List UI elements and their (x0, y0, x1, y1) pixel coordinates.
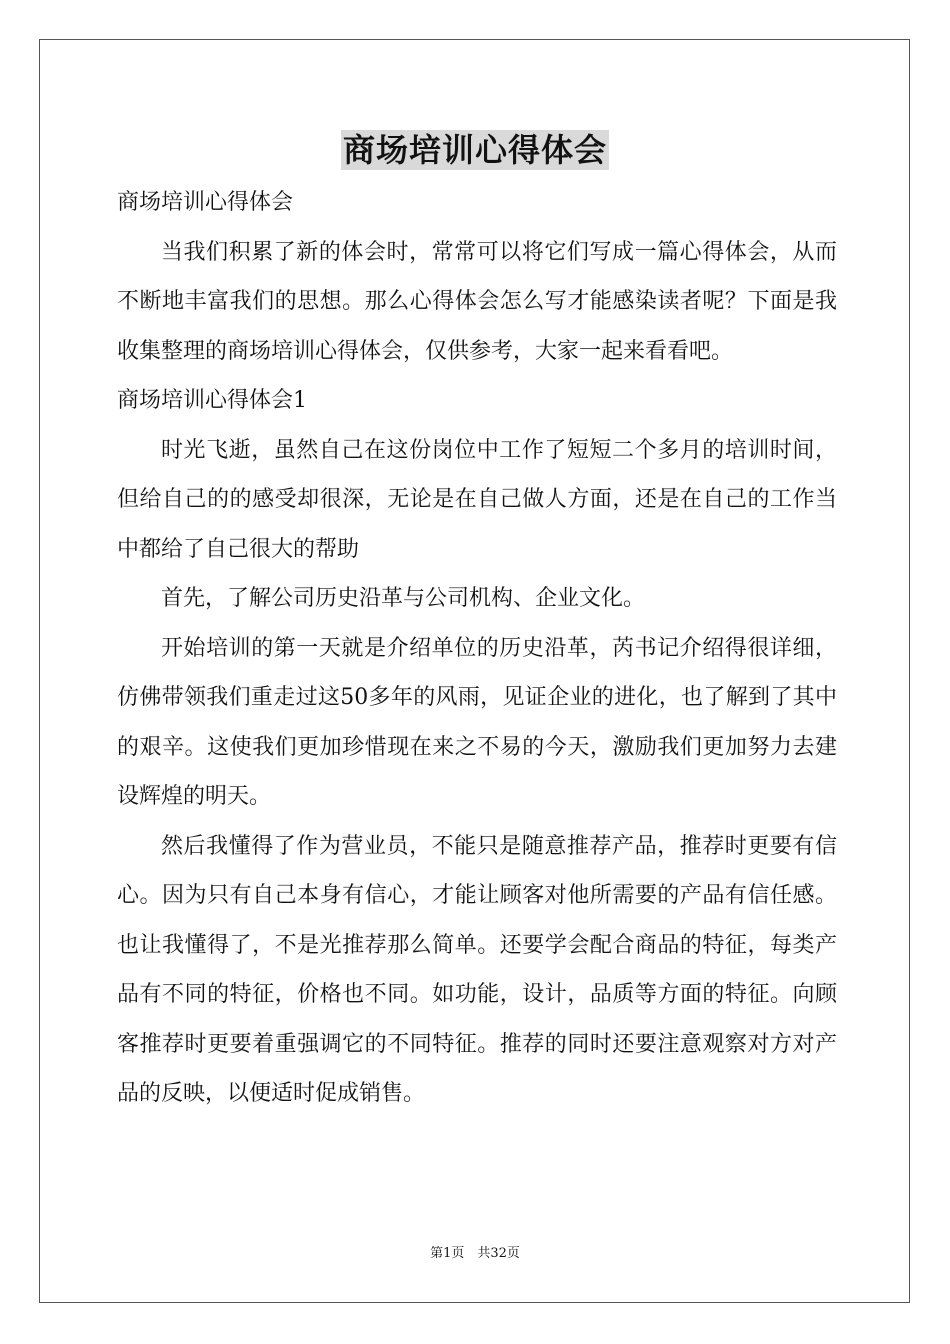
title-container (0, 130, 950, 170)
paragraph: 当我们积累了新的体会时，常常可以将它们写成一篇心得体会，从而不断地丰富我们的思想。那么心得体会怎么写才能感染读者呢？下面是我收集整理的商场培训心得体会，仅供参考，大家一起来看看吧。 (117, 239, 837, 364)
paragraph: 时光飞逝，虽然自己在这份岗位中工作了短短二个多月的培训时间，但给自己的的感受却很深，无论是在自己做人方面，还是在自己的工作当中都给了自己很大的帮助 (117, 437, 837, 562)
paragraph-heading: 商场培训心得体会 (117, 190, 294, 215)
paragraph: 然后我懂得了作为营业员，不能只是随意推荐产品，推荐时更要有信心。因为只有自己本身有信心，才能让顾客对他所需要的产品有信任感。也让我懂得了，不是光推荐那么简单。还要学会配合商品的特征，每类产品有不同的特征，价格也不同。如功能，设计，品质等方面的特征。向顾客推荐时更要着重强调它的不同特征。推荐的同时还要注意观察对方对产品的反映，以便适时促成销售。 (117, 833, 837, 1106)
paragraph: 首先，了解公司历史沿革与公司机构、企业文化。 (161, 586, 646, 611)
document-title: 商场培训心得体会 (342, 131, 607, 169)
paragraph: 开始培训的第一天就是介绍单位的历史沿革，芮书记介绍得很详细，仿佛带领我们重走过这50多年的风雨，见证企业的进化，也了解到了其中的艰辛。这使我们更加珍惜现在来之不易的今天，激励我们更加努力去建设辉煌的明天。 (117, 635, 837, 809)
paragraph-heading: 商场培训心得体会1 (117, 388, 307, 413)
document-body (117, 178, 837, 1119)
page-number: 第1页 共32页 (430, 1246, 520, 1261)
page-footer (0, 1245, 950, 1263)
